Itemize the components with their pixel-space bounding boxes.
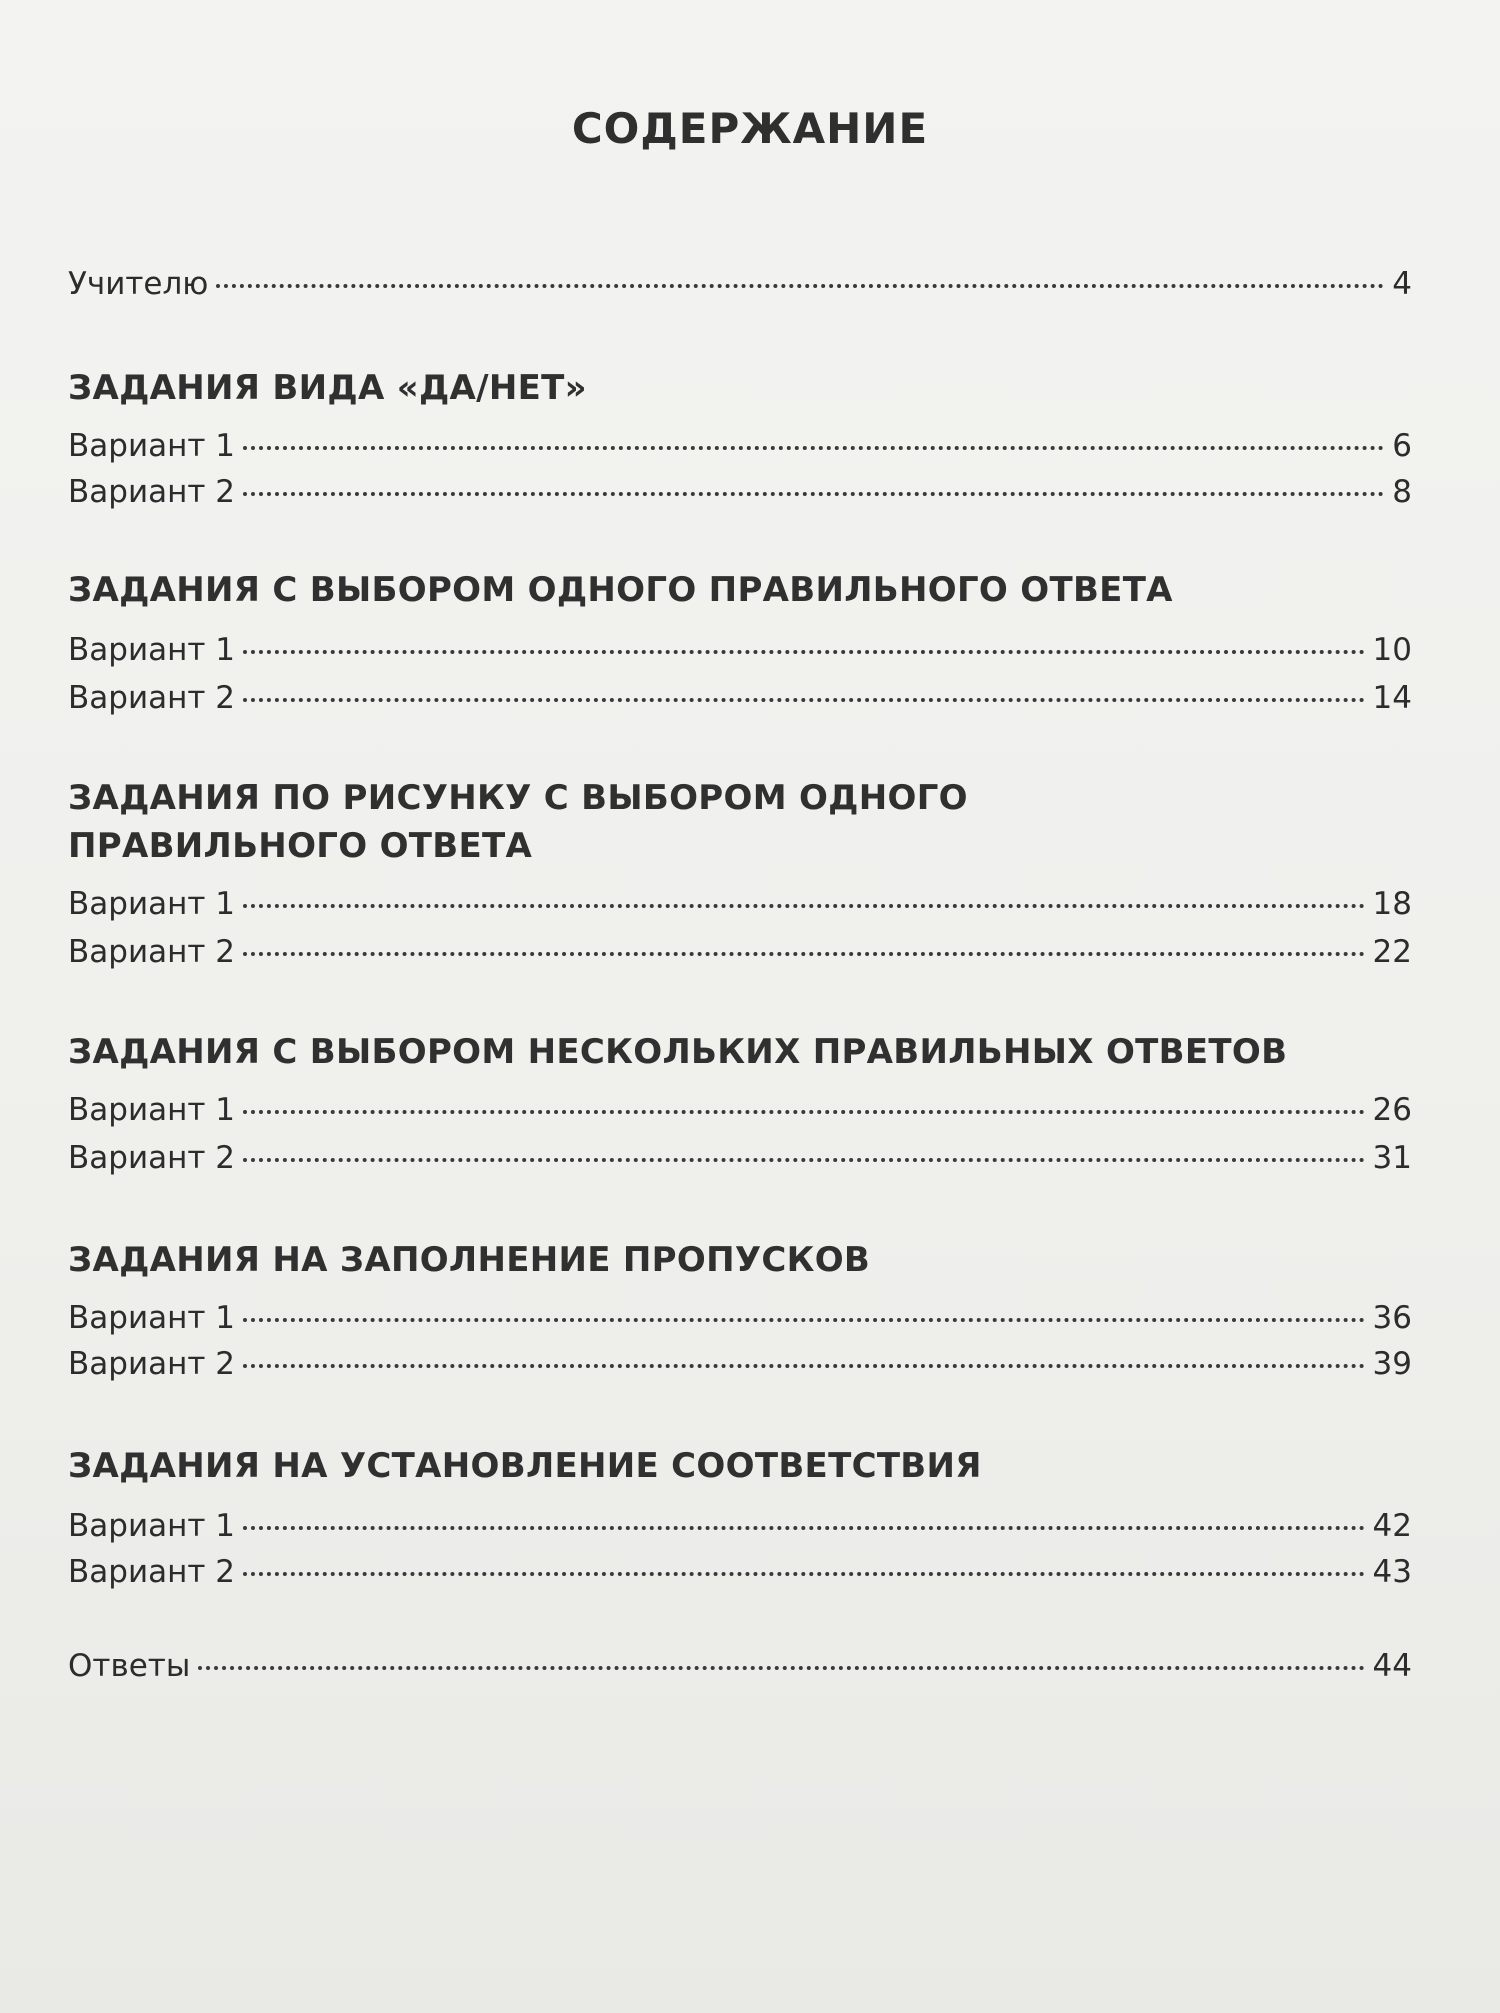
dot-leader: [243, 1158, 1365, 1162]
toc-entry[interactable]: [68, 632, 1412, 676]
toc-entry[interactable]: [68, 1346, 1412, 1390]
toc-page-number: 26: [1372, 1092, 1412, 1128]
section-heading-picture-line2: ПРАВИЛЬНОГО ОТВЕТА: [68, 826, 533, 866]
dot-leader: [243, 1318, 1365, 1322]
toc-entry-answers[interactable]: [68, 1648, 1412, 1692]
toc-entry[interactable]: [68, 474, 1412, 518]
toc-page-number: 18: [1372, 886, 1412, 922]
toc-entry[interactable]: [68, 886, 1412, 930]
toc-entry-label: Вариант 2: [68, 680, 235, 716]
section-heading-gaps: ЗАДАНИЯ НА ЗАПОЛНЕНИЕ ПРОПУСКОВ: [68, 1240, 871, 1280]
dot-leader: [243, 904, 1365, 908]
toc-entry-label: Вариант 2: [68, 1140, 235, 1176]
dot-leader: [243, 446, 1384, 450]
toc-entry[interactable]: [68, 1508, 1412, 1552]
toc-entry[interactable]: [68, 1554, 1412, 1598]
toc-page-number: 14: [1372, 680, 1412, 716]
toc-entry[interactable]: [68, 934, 1412, 978]
section-heading-single-choice: ЗАДАНИЯ С ВЫБОРОМ ОДНОГО ПРАВИЛЬНОГО ОТВЕТА: [68, 570, 1173, 610]
page-title: СОДЕРЖАНИЕ: [571, 104, 929, 153]
section-heading-multiple-choice: ЗАДАНИЯ С ВЫБОРОМ НЕСКОЛЬКИХ ПРАВИЛЬНЫХ ОТВЕТОВ: [68, 1032, 1288, 1072]
dot-leader: [243, 1572, 1365, 1576]
toc-entry-label: Вариант 1: [68, 886, 235, 922]
table-of-contents: [68, 0, 1412, 2013]
toc-page-number: 10: [1372, 632, 1412, 668]
toc-entry-label: Вариант 2: [68, 934, 235, 970]
toc-entry-label: Вариант 2: [68, 474, 235, 510]
dot-leader: [243, 492, 1384, 496]
dot-leader: [243, 1110, 1365, 1114]
dot-leader: [243, 698, 1365, 702]
toc-entry-label: Вариант 1: [68, 428, 235, 464]
toc-entry[interactable]: [68, 1092, 1412, 1136]
toc-entry-label: Вариант 1: [68, 1092, 235, 1128]
section-heading-matching: ЗАДАНИЯ НА УСТАНОВЛЕНИЕ СООТВЕТСТВИЯ: [68, 1446, 982, 1486]
toc-entry-label: Вариант 2: [68, 1346, 235, 1382]
section-heading-yes-no: ЗАДАНИЯ ВИДА «ДА/НЕТ»: [68, 368, 587, 408]
toc-page-number: 39: [1372, 1346, 1412, 1382]
dot-leader: [216, 284, 1384, 288]
dot-leader: [243, 952, 1365, 956]
toc-entry-label: Вариант 1: [68, 1508, 235, 1544]
toc-page-number: 42: [1372, 1508, 1412, 1544]
toc-page-number: 44: [1372, 1648, 1412, 1684]
dot-leader: [243, 650, 1365, 654]
section-heading-picture: ЗАДАНИЯ ПО РИСУНКУ С ВЫБОРОМ ОДНОГО: [68, 778, 968, 818]
toc-page-number: 36: [1372, 1300, 1412, 1336]
toc-entry-label: Вариант 1: [68, 1300, 235, 1336]
toc-page-number: 6: [1392, 428, 1412, 464]
toc-page-number: 22: [1372, 934, 1412, 970]
toc-entry[interactable]: [68, 428, 1412, 472]
toc-page-number: 43: [1372, 1554, 1412, 1590]
toc-entry[interactable]: [68, 680, 1412, 724]
dot-leader: [243, 1526, 1365, 1530]
dot-leader: [198, 1666, 1364, 1670]
toc-entry-label: Вариант 2: [68, 1554, 235, 1590]
toc-entry[interactable]: [68, 1300, 1412, 1344]
toc-page-number: 4: [1392, 266, 1412, 302]
toc-entry-label: Учителю: [68, 266, 209, 302]
toc-entry[interactable]: [68, 1140, 1412, 1184]
toc-entry-teacher[interactable]: [68, 266, 1412, 310]
dot-leader: [243, 1364, 1365, 1368]
toc-entry-label: Ответы: [68, 1648, 191, 1684]
toc-entry-label: Вариант 1: [68, 632, 235, 668]
toc-page-number: 8: [1392, 474, 1412, 510]
toc-page-number: 31: [1372, 1140, 1412, 1176]
